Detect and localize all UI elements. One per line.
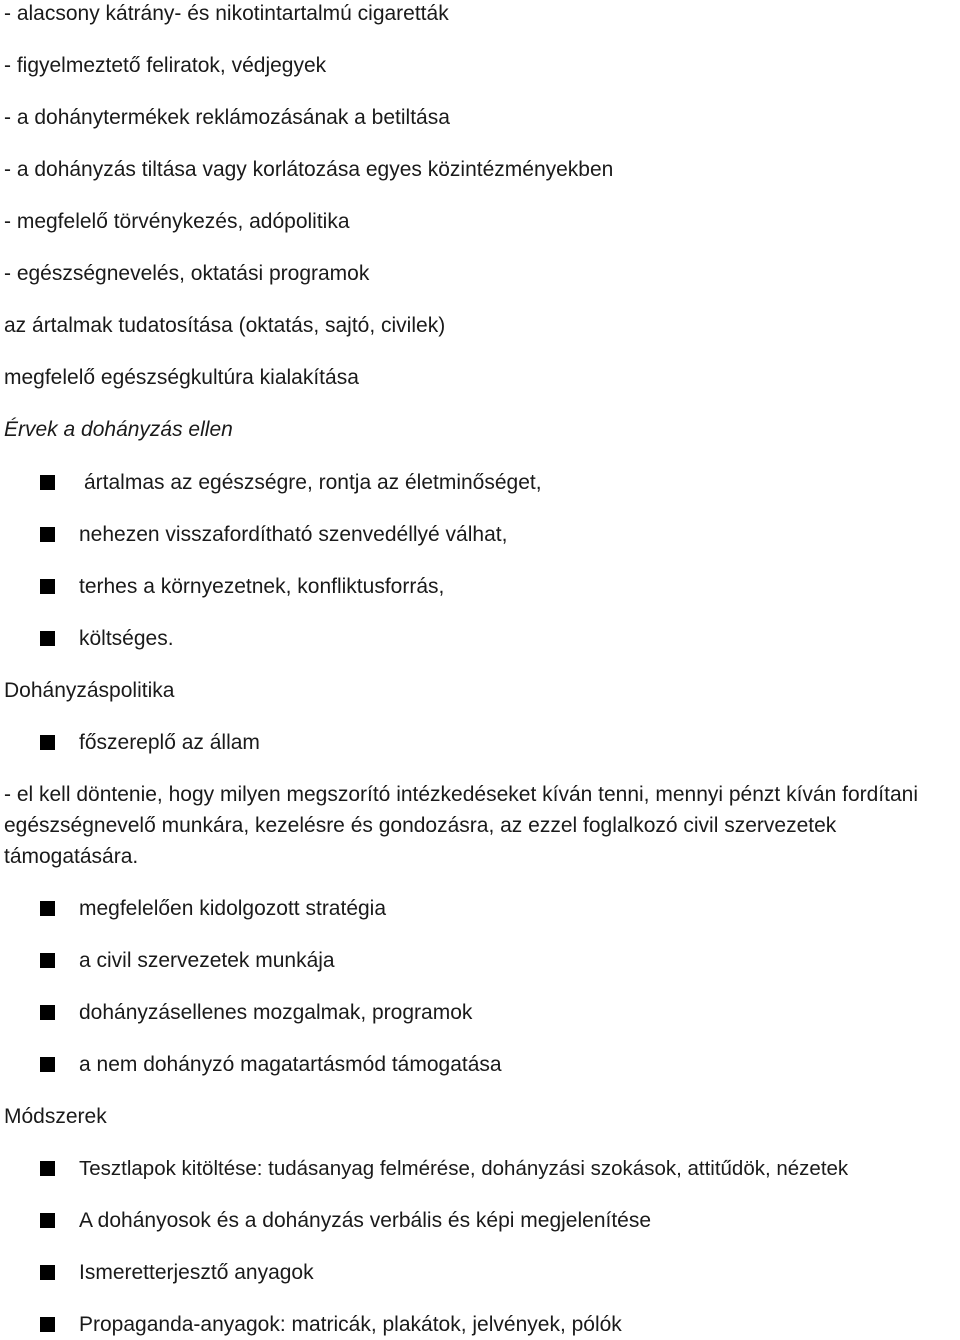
square-bullet-icon: [40, 1317, 55, 1332]
list-item-text: ártalmas az egészségre, rontja az életminőséget,: [84, 471, 542, 494]
square-bullet-icon: [40, 1005, 55, 1020]
section-heading-methods: Módszerek: [4, 1105, 107, 1128]
list-item-text: a civil szervezetek munkája: [79, 949, 335, 972]
section-heading-arguments: Érvek a dohányzás ellen: [4, 418, 233, 441]
list-item-text: Propaganda-anyagok: matricák, plakátok, jelvények, pólók: [79, 1313, 622, 1336]
dash-line-3: - a dohánytermékek reklámozásának a betiltása: [4, 106, 450, 129]
square-bullet-icon: [40, 953, 55, 968]
list-item-text: megfelelően kidolgozott stratégia: [79, 897, 387, 920]
square-bullet-icon: [40, 901, 55, 916]
square-bullet-icon: [40, 579, 55, 594]
dash-line-2: - figyelmeztető feliratok, védjegyek: [4, 54, 327, 77]
dash-line-1: - alacsony kátrány- és nikotintartalmú cigaretták: [4, 2, 449, 25]
list-item-text: A dohányosok és a dohányzás verbális és képi megjelenítése: [79, 1209, 652, 1232]
plain-line-1: az ártalmak tudatosítása (oktatás, sajtó, civilek): [4, 314, 446, 337]
square-bullet-icon: [40, 1265, 55, 1280]
square-bullet-icon: [40, 1057, 55, 1072]
square-bullet-icon: [40, 735, 55, 750]
list-item-text: Tesztlapok kitöltése: tudásanyag felmérése, dohányzási szokások, attitűdök, nézetek: [79, 1157, 849, 1180]
list-item-text: költséges.: [79, 627, 174, 650]
square-bullet-icon: [40, 1161, 55, 1176]
dash-line-6: - egészségnevelés, oktatási programok: [4, 262, 370, 285]
list-item-text: főszereplő az állam: [79, 731, 260, 754]
list-item-text: dohányzásellenes mozgalmak, programok: [79, 1001, 473, 1024]
dash-line-5: - megfelelő törvénykezés, adópolitika: [4, 210, 350, 233]
list-item-text: Ismeretterjesztő anyagok: [79, 1261, 314, 1284]
square-bullet-icon: [40, 1213, 55, 1228]
section-heading-policy: Dohányzáspolitika: [4, 679, 175, 702]
plain-line-2: megfelelő egészségkultúra kialakítása: [4, 366, 359, 389]
square-bullet-icon: [40, 631, 55, 646]
list-item-text: a nem dohányzó magatartásmód támogatása: [79, 1053, 502, 1076]
dash-line-4: - a dohányzás tiltása vagy korlátozása egyes közintézményekben: [4, 158, 614, 181]
policy-paragraph: - el kell döntenie, hogy milyen megszorító intézkedéseket kíván tenni, mennyi pénzt kíván fordítani egészségnevelő munkára, kezelésre és gondozásra, az ezzel foglalkozó civil szervezetek támogatására.: [4, 783, 918, 868]
square-bullet-icon: [40, 527, 55, 542]
list-item-text: terhes a környezetnek, konfliktusforrás,: [79, 575, 445, 598]
square-bullet-icon: [40, 475, 55, 490]
list-item-text: nehezen visszafordítható szenvedéllyé válhat,: [79, 523, 508, 546]
